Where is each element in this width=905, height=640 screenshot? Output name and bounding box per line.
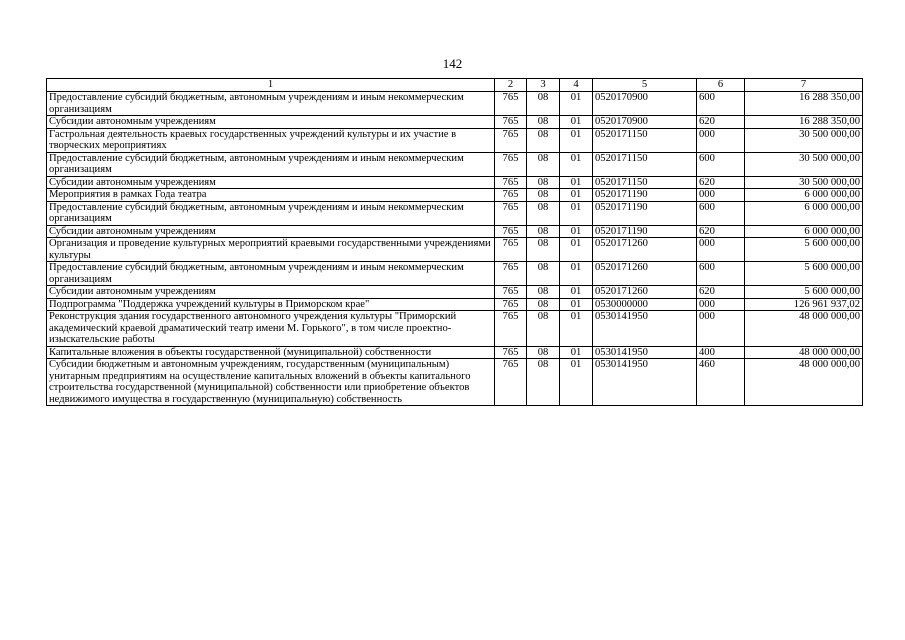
- row-target-article: 0530000000: [593, 298, 697, 311]
- row-section: 08: [527, 128, 560, 152]
- row-amount: 5 600 000,00: [745, 286, 863, 299]
- row-name: Организация и проведение культурных мероприятий краевыми государственными учреждениями культуры: [47, 238, 495, 262]
- row-subsection: 01: [560, 311, 593, 347]
- row-amount: 6 000 000,00: [745, 225, 863, 238]
- row-gr-code: 765: [495, 262, 527, 286]
- row-amount: 5 600 000,00: [745, 238, 863, 262]
- row-subsection: 01: [560, 225, 593, 238]
- row-expense-type: 400: [697, 346, 745, 359]
- row-subsection: 01: [560, 262, 593, 286]
- row-name: Капитальные вложения в объекты государственной (муниципальной) собственности: [47, 346, 495, 359]
- row-expense-type: 000: [697, 311, 745, 347]
- row-amount: 126 961 937,02: [745, 298, 863, 311]
- row-gr-code: 765: [495, 286, 527, 299]
- row-gr-code: 765: [495, 189, 527, 202]
- table-row: [47, 238, 863, 262]
- row-expense-type: 620: [697, 176, 745, 189]
- row-section: 08: [527, 262, 560, 286]
- row-expense-type: 460: [697, 359, 745, 406]
- row-target-article: 0520171260: [593, 262, 697, 286]
- row-subsection: 01: [560, 201, 593, 225]
- row-expense-type: 600: [697, 262, 745, 286]
- row-name: Мероприятия в рамках Года театра: [47, 189, 495, 202]
- row-expense-type: 600: [697, 152, 745, 176]
- row-gr-code: 765: [495, 116, 527, 129]
- row-name: Субсидии автономным учреждениям: [47, 116, 495, 129]
- row-amount: 30 500 000,00: [745, 128, 863, 152]
- row-name: Гастрольная деятельность краевых государственных учреждений культуры и их участие в творческих мероприятиях: [47, 128, 495, 152]
- row-subsection: 01: [560, 152, 593, 176]
- row-expense-type: 620: [697, 286, 745, 299]
- row-target-article: 0520171190: [593, 201, 697, 225]
- row-target-article: 0520171150: [593, 176, 697, 189]
- row-gr-code: 765: [495, 298, 527, 311]
- row-amount: 48 000 000,00: [745, 311, 863, 347]
- row-expense-type: 620: [697, 116, 745, 129]
- row-name: Предоставление субсидий бюджетным, автономным учреждениям и иным некоммерческим организациям: [47, 152, 495, 176]
- row-section: 08: [527, 152, 560, 176]
- row-gr-code: 765: [495, 225, 527, 238]
- row-name: Предоставление субсидий бюджетным, автономным учреждениям и иным некоммерческим организациям: [47, 201, 495, 225]
- header-cell: 3: [527, 79, 560, 92]
- row-subsection: 01: [560, 128, 593, 152]
- row-section: 08: [527, 311, 560, 347]
- row-target-article: 0530141950: [593, 346, 697, 359]
- table-row: [47, 152, 863, 176]
- row-expense-type: 000: [697, 189, 745, 202]
- row-name: Субсидии бюджетным и автономным учреждениям, государственным (муниципальным) унитарным предприятиям на осуществление капитальных вложений в объекты капитального строительства государственной (муниципальной) собственности или приобретение объектов недвижимого имущества в государственную (муниципальную) собственность: [47, 359, 495, 406]
- row-gr-code: 765: [495, 311, 527, 347]
- row-section: 08: [527, 359, 560, 406]
- header-cell: 2: [495, 79, 527, 92]
- row-target-article: 0530141950: [593, 311, 697, 347]
- row-name: Подпрограмма "Поддержка учреждений культуры в Приморском крае": [47, 298, 495, 311]
- row-amount: 48 000 000,00: [745, 346, 863, 359]
- row-section: 08: [527, 176, 560, 189]
- table-row: [47, 262, 863, 286]
- row-subsection: 01: [560, 116, 593, 129]
- row-expense-type: 600: [697, 92, 745, 116]
- row-section: 08: [527, 116, 560, 129]
- row-name: Предоставление субсидий бюджетным, автономным учреждениям и иным некоммерческим организациям: [47, 262, 495, 286]
- row-amount: 48 000 000,00: [745, 359, 863, 406]
- row-gr-code: 765: [495, 128, 527, 152]
- header-cell: 6: [697, 79, 745, 92]
- header-cell: 7: [745, 79, 863, 92]
- row-amount: 16 288 350,00: [745, 116, 863, 129]
- row-expense-type: 600: [697, 201, 745, 225]
- table-row: [47, 359, 863, 406]
- row-amount: 6 000 000,00: [745, 189, 863, 202]
- table-row: [47, 298, 863, 311]
- table-row: [47, 286, 863, 299]
- header-row: [47, 79, 863, 92]
- table-body: [47, 92, 863, 406]
- row-gr-code: 765: [495, 201, 527, 225]
- header-cell: 5: [593, 79, 697, 92]
- row-name: Субсидии автономным учреждениям: [47, 286, 495, 299]
- row-name: Субсидии автономным учреждениям: [47, 225, 495, 238]
- row-subsection: 01: [560, 286, 593, 299]
- row-target-article: 0520171150: [593, 128, 697, 152]
- row-target-article: 0520171190: [593, 225, 697, 238]
- table-row: [47, 128, 863, 152]
- row-subsection: 01: [560, 92, 593, 116]
- row-section: 08: [527, 189, 560, 202]
- row-gr-code: 765: [495, 176, 527, 189]
- row-target-article: 0520171150: [593, 152, 697, 176]
- row-section: 08: [527, 238, 560, 262]
- row-target-article: 0520171190: [593, 189, 697, 202]
- table-row: [47, 225, 863, 238]
- page-number: 142: [442, 56, 463, 71]
- table-row: [47, 116, 863, 129]
- row-subsection: 01: [560, 189, 593, 202]
- header-cell: 1: [47, 79, 495, 92]
- row-subsection: 01: [560, 176, 593, 189]
- row-amount: 5 600 000,00: [745, 262, 863, 286]
- row-section: 08: [527, 225, 560, 238]
- table-row: [47, 346, 863, 359]
- row-target-article: 0520170900: [593, 116, 697, 129]
- table-row: [47, 189, 863, 202]
- row-gr-code: 765: [495, 152, 527, 176]
- row-name: Реконструкция здания государственного автономного учреждения культуры "Приморский академический краевой драматический театр имени М. Горького", в том числе проектно-изыскательские работы: [47, 311, 495, 347]
- table-row: [47, 201, 863, 225]
- row-target-article: 0520171260: [593, 286, 697, 299]
- row-gr-code: 765: [495, 92, 527, 116]
- row-section: 08: [527, 346, 560, 359]
- row-target-article: 0530141950: [593, 359, 697, 406]
- row-section: 08: [527, 298, 560, 311]
- row-gr-code: 765: [495, 238, 527, 262]
- row-gr-code: 765: [495, 359, 527, 406]
- row-expense-type: 620: [697, 225, 745, 238]
- row-section: 08: [527, 92, 560, 116]
- header-cell: 4: [560, 79, 593, 92]
- table-row: [47, 92, 863, 116]
- row-gr-code: 765: [495, 346, 527, 359]
- row-expense-type: 000: [697, 128, 745, 152]
- row-name: Субсидии автономным учреждениям: [47, 176, 495, 189]
- row-expense-type: 000: [697, 298, 745, 311]
- row-section: 08: [527, 286, 560, 299]
- row-amount: 30 500 000,00: [745, 152, 863, 176]
- row-target-article: 0520171260: [593, 238, 697, 262]
- row-section: 08: [527, 201, 560, 225]
- row-amount: 16 288 350,00: [745, 92, 863, 116]
- table-row: [47, 311, 863, 347]
- table-row: [47, 176, 863, 189]
- row-subsection: 01: [560, 298, 593, 311]
- row-expense-type: 000: [697, 238, 745, 262]
- row-target-article: 0520170900: [593, 92, 697, 116]
- row-amount: 6 000 000,00: [745, 201, 863, 225]
- row-subsection: 01: [560, 238, 593, 262]
- row-name: Предоставление субсидий бюджетным, автономным учреждениям и иным некоммерческим организациям: [47, 92, 495, 116]
- row-subsection: 01: [560, 346, 593, 359]
- row-subsection: 01: [560, 359, 593, 406]
- row-amount: 30 500 000,00: [745, 176, 863, 189]
- budget-table: [46, 78, 863, 406]
